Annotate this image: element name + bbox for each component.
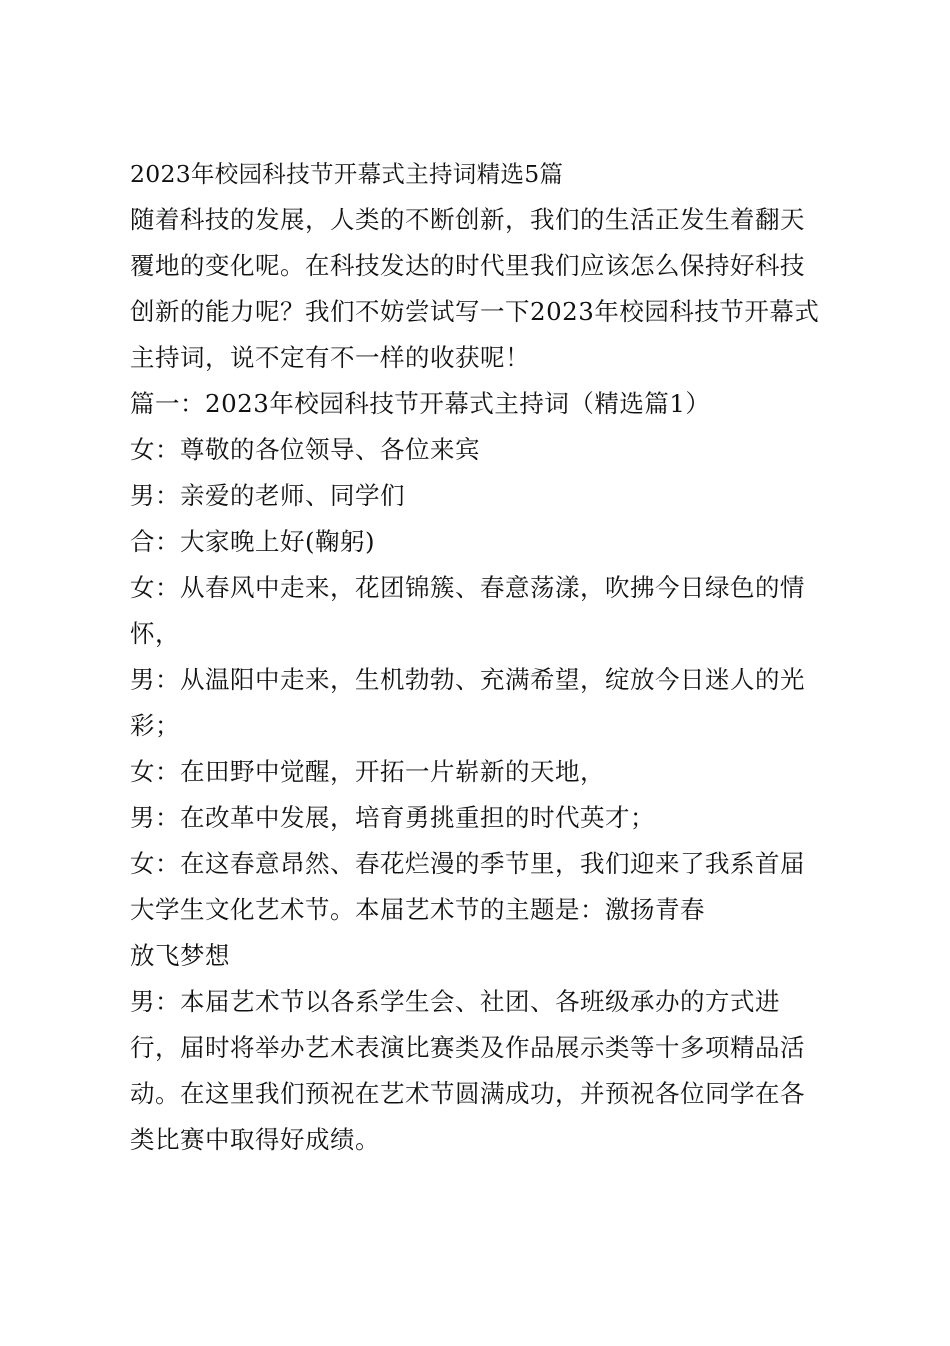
text-line: 动。在这里我们预祝在艺术节圆满成功，并预祝各位同学在各: [130, 1079, 805, 1108]
text-line: 女：在田野中觉醒，开拓一片崭新的天地，: [130, 757, 605, 786]
text-line: 彩；: [130, 711, 180, 740]
document-body: [130, 151, 830, 1163]
text-line: 主持词，说不定有不一样的收获呢！: [130, 343, 530, 372]
text-line: 行，届时将举办艺术表演比赛类及作品展示类等十多项精品活: [130, 1033, 805, 1062]
text-line: 怀，: [130, 619, 180, 648]
section-heading: 篇一：2023年校园科技节开幕式主持词（精选篇1）: [130, 389, 711, 418]
text-line: 女：从春风中走来，花团锦簇、春意荡漾，吹拂今日绿色的情: [130, 573, 805, 602]
text-line: 女：在这春意昂然、春花烂漫的季节里，我们迎来了我系首届: [130, 849, 805, 878]
text-line: 男：从温阳中走来，生机勃勃、充满希望，绽放今日迷人的光: [130, 665, 805, 694]
text-line: 放飞梦想: [130, 941, 230, 970]
text-line: 女：尊敬的各位领导、各位来宾: [130, 435, 480, 464]
text-line: 类比赛中取得好成绩。: [130, 1125, 380, 1154]
document-title: 2023年校园科技节开幕式主持词精选5篇: [130, 160, 564, 188]
text-line: 随着科技的发展，人类的不断创新，我们的生活正发生着翻天: [130, 205, 805, 234]
text-line: 覆地的变化呢。在科技发达的时代里我们应该怎么保持好科技: [130, 251, 805, 280]
text-line: 男：在改革中发展，培育勇挑重担的时代英才；: [130, 803, 655, 832]
text-line: 合：大家晚上好(鞠躬): [130, 527, 376, 556]
text-line: 男：亲爱的老师、同学们: [130, 481, 405, 510]
text-line: 创新的能力呢？我们不妨尝试写一下2023年校园科技节开幕式: [130, 297, 820, 326]
text-line: 大学生文化艺术节。本届艺术节的主题是：激扬青春: [130, 895, 705, 924]
text-line: 男：本届艺术节以各系学生会、社团、各班级承办的方式进: [130, 987, 780, 1016]
